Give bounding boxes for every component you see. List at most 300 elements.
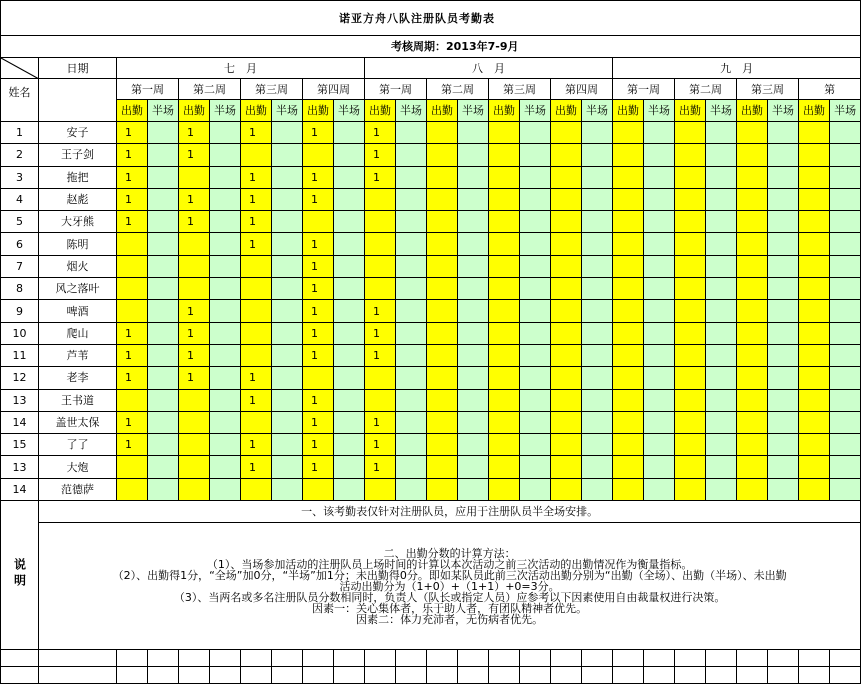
member-name[interactable]: 了了: [39, 434, 117, 456]
attendance-cell[interactable]: [675, 456, 706, 478]
attendance-cell[interactable]: [365, 233, 396, 255]
attendance-cell[interactable]: [241, 122, 272, 144]
attendance-cell[interactable]: [241, 322, 272, 344]
attendance-cell[interactable]: [210, 255, 241, 277]
attendance-cell[interactable]: [179, 122, 210, 144]
attendance-cell[interactable]: [675, 188, 706, 210]
attendance-cell[interactable]: [830, 188, 861, 210]
attendance-cell[interactable]: [706, 478, 737, 500]
attendance-cell[interactable]: [520, 211, 551, 233]
attendance-cell[interactable]: [706, 233, 737, 255]
attendance-cell[interactable]: [830, 211, 861, 233]
empty-cell[interactable]: [272, 667, 303, 684]
attendance-cell[interactable]: [737, 188, 768, 210]
empty-cell[interactable]: [489, 667, 520, 684]
attendance-cell[interactable]: [551, 389, 582, 411]
attendance-cell[interactable]: [551, 344, 582, 366]
empty-cell[interactable]: [210, 650, 241, 667]
member-name[interactable]: 大炮: [39, 456, 117, 478]
attendance-cell[interactable]: [768, 434, 799, 456]
attendance-cell[interactable]: [117, 367, 148, 389]
attendance-cell[interactable]: [582, 456, 613, 478]
attendance-cell[interactable]: [613, 434, 644, 456]
attendance-cell[interactable]: [799, 434, 830, 456]
attendance-cell[interactable]: [520, 278, 551, 300]
attendance-cell[interactable]: [551, 122, 582, 144]
attendance-cell[interactable]: [117, 278, 148, 300]
attendance-cell[interactable]: [830, 367, 861, 389]
attendance-cell[interactable]: [241, 434, 272, 456]
attendance-cell[interactable]: [551, 233, 582, 255]
attendance-cell[interactable]: [303, 188, 334, 210]
attendance-cell[interactable]: [334, 255, 365, 277]
empty-cell[interactable]: [241, 650, 272, 667]
empty-cell[interactable]: [458, 650, 489, 667]
attendance-cell[interactable]: [737, 344, 768, 366]
attendance-cell[interactable]: [799, 255, 830, 277]
attendance-cell[interactable]: [396, 211, 427, 233]
attendance-cell[interactable]: [675, 367, 706, 389]
attendance-cell[interactable]: [148, 478, 179, 500]
empty-cell[interactable]: [799, 667, 830, 684]
empty-cell[interactable]: [675, 667, 706, 684]
attendance-cell[interactable]: [148, 411, 179, 433]
member-name[interactable]: 大牙熊: [39, 211, 117, 233]
attendance-cell[interactable]: [334, 144, 365, 166]
empty-cell[interactable]: [427, 667, 458, 684]
attendance-cell[interactable]: [582, 478, 613, 500]
attendance-cell[interactable]: [737, 456, 768, 478]
attendance-cell[interactable]: [117, 255, 148, 277]
attendance-cell[interactable]: [210, 344, 241, 366]
attendance-cell[interactable]: [737, 322, 768, 344]
attendance-cell[interactable]: [272, 456, 303, 478]
attendance-cell[interactable]: [489, 122, 520, 144]
attendance-cell[interactable]: [737, 233, 768, 255]
attendance-cell[interactable]: [489, 367, 520, 389]
attendance-cell[interactable]: [644, 389, 675, 411]
attendance-cell[interactable]: [303, 344, 334, 366]
attendance-cell[interactable]: [613, 255, 644, 277]
attendance-cell[interactable]: [644, 188, 675, 210]
empty-cell[interactable]: [365, 650, 396, 667]
attendance-cell[interactable]: [334, 389, 365, 411]
empty-cell[interactable]: [644, 667, 675, 684]
attendance-cell[interactable]: [396, 300, 427, 322]
attendance-cell[interactable]: [706, 211, 737, 233]
attendance-cell[interactable]: [489, 211, 520, 233]
attendance-cell[interactable]: [675, 411, 706, 433]
attendance-cell[interactable]: [427, 211, 458, 233]
member-name[interactable]: 风之落叶: [39, 278, 117, 300]
attendance-cell[interactable]: [582, 255, 613, 277]
attendance-cell[interactable]: [551, 411, 582, 433]
member-name[interactable]: 拖把: [39, 166, 117, 188]
attendance-cell[interactable]: [644, 233, 675, 255]
attendance-cell[interactable]: [737, 255, 768, 277]
attendance-cell[interactable]: [489, 434, 520, 456]
empty-cell[interactable]: [117, 667, 148, 684]
attendance-cell[interactable]: [799, 344, 830, 366]
attendance-cell[interactable]: [520, 478, 551, 500]
attendance-cell[interactable]: [303, 322, 334, 344]
attendance-cell[interactable]: [365, 389, 396, 411]
attendance-cell[interactable]: [148, 211, 179, 233]
attendance-cell[interactable]: [241, 166, 272, 188]
row-number[interactable]: 7: [1, 255, 39, 277]
attendance-cell[interactable]: [675, 434, 706, 456]
attendance-cell[interactable]: [489, 344, 520, 366]
attendance-cell[interactable]: [551, 367, 582, 389]
empty-cell[interactable]: [148, 650, 179, 667]
attendance-cell[interactable]: [458, 322, 489, 344]
attendance-cell[interactable]: [489, 188, 520, 210]
empty-cell[interactable]: [830, 667, 861, 684]
attendance-cell[interactable]: [272, 122, 303, 144]
empty-cell[interactable]: [706, 667, 737, 684]
member-name[interactable]: 安子: [39, 122, 117, 144]
attendance-cell[interactable]: [303, 478, 334, 500]
row-number[interactable]: 13: [1, 389, 39, 411]
attendance-cell[interactable]: [334, 456, 365, 478]
attendance-cell[interactable]: [706, 122, 737, 144]
attendance-cell[interactable]: [210, 122, 241, 144]
attendance-cell[interactable]: [179, 411, 210, 433]
attendance-cell[interactable]: [117, 322, 148, 344]
attendance-cell[interactable]: [520, 456, 551, 478]
member-name[interactable]: 赵彪: [39, 188, 117, 210]
attendance-cell[interactable]: [334, 322, 365, 344]
attendance-cell[interactable]: [396, 188, 427, 210]
attendance-cell[interactable]: [613, 389, 644, 411]
attendance-cell[interactable]: [272, 367, 303, 389]
empty-cell[interactable]: [737, 667, 768, 684]
attendance-cell[interactable]: [396, 456, 427, 478]
member-name[interactable]: 盖世太保: [39, 411, 117, 433]
row-number[interactable]: 3: [1, 166, 39, 188]
attendance-cell[interactable]: [334, 166, 365, 188]
attendance-cell[interactable]: [706, 300, 737, 322]
attendance-cell[interactable]: [117, 233, 148, 255]
attendance-cell[interactable]: [365, 434, 396, 456]
attendance-cell[interactable]: [706, 411, 737, 433]
attendance-cell[interactable]: [675, 255, 706, 277]
attendance-cell[interactable]: [768, 389, 799, 411]
attendance-cell[interactable]: [365, 478, 396, 500]
empty-cell[interactable]: [334, 667, 365, 684]
empty-cell[interactable]: [1, 650, 39, 667]
row-number[interactable]: 2: [1, 144, 39, 166]
attendance-cell[interactable]: [427, 434, 458, 456]
attendance-cell[interactable]: [179, 389, 210, 411]
attendance-cell[interactable]: [396, 255, 427, 277]
member-name[interactable]: 啤酒: [39, 300, 117, 322]
attendance-cell[interactable]: [334, 478, 365, 500]
empty-cell[interactable]: [520, 650, 551, 667]
attendance-cell[interactable]: [179, 144, 210, 166]
attendance-cell[interactable]: [582, 434, 613, 456]
attendance-cell[interactable]: [737, 122, 768, 144]
attendance-cell[interactable]: [613, 166, 644, 188]
attendance-cell[interactable]: [458, 233, 489, 255]
attendance-cell[interactable]: [644, 255, 675, 277]
attendance-cell[interactable]: [241, 188, 272, 210]
attendance-cell[interactable]: [427, 322, 458, 344]
attendance-cell[interactable]: [520, 166, 551, 188]
attendance-cell[interactable]: [520, 411, 551, 433]
attendance-cell[interactable]: [334, 411, 365, 433]
attendance-cell[interactable]: [303, 211, 334, 233]
attendance-cell[interactable]: [148, 188, 179, 210]
attendance-cell[interactable]: [272, 434, 303, 456]
attendance-cell[interactable]: [396, 389, 427, 411]
attendance-cell[interactable]: [644, 278, 675, 300]
attendance-cell[interactable]: [799, 188, 830, 210]
empty-cell[interactable]: [148, 667, 179, 684]
attendance-cell[interactable]: [117, 456, 148, 478]
attendance-cell[interactable]: [365, 367, 396, 389]
attendance-cell[interactable]: [799, 389, 830, 411]
empty-cell[interactable]: [272, 650, 303, 667]
attendance-cell[interactable]: [427, 122, 458, 144]
attendance-cell[interactable]: [706, 456, 737, 478]
attendance-cell[interactable]: [272, 322, 303, 344]
attendance-cell[interactable]: [768, 344, 799, 366]
attendance-cell[interactable]: [737, 278, 768, 300]
attendance-cell[interactable]: [613, 144, 644, 166]
attendance-cell[interactable]: [179, 322, 210, 344]
row-number[interactable]: 12: [1, 367, 39, 389]
attendance-cell[interactable]: [303, 122, 334, 144]
attendance-cell[interactable]: [768, 411, 799, 433]
attendance-cell[interactable]: [272, 389, 303, 411]
attendance-cell[interactable]: [272, 255, 303, 277]
attendance-cell[interactable]: [613, 478, 644, 500]
attendance-cell[interactable]: [675, 300, 706, 322]
attendance-cell[interactable]: [303, 278, 334, 300]
attendance-cell[interactable]: [272, 278, 303, 300]
empty-cell[interactable]: [768, 650, 799, 667]
member-name[interactable]: 芦苇: [39, 344, 117, 366]
attendance-cell[interactable]: [210, 211, 241, 233]
attendance-cell[interactable]: [396, 411, 427, 433]
attendance-cell[interactable]: [396, 166, 427, 188]
attendance-cell[interactable]: [675, 278, 706, 300]
attendance-cell[interactable]: [458, 300, 489, 322]
attendance-cell[interactable]: [365, 344, 396, 366]
attendance-cell[interactable]: [117, 434, 148, 456]
attendance-cell[interactable]: [706, 166, 737, 188]
attendance-cell[interactable]: [458, 434, 489, 456]
attendance-cell[interactable]: [675, 322, 706, 344]
attendance-cell[interactable]: [303, 144, 334, 166]
attendance-cell[interactable]: [489, 255, 520, 277]
attendance-cell[interactable]: [799, 300, 830, 322]
attendance-cell[interactable]: [799, 411, 830, 433]
attendance-cell[interactable]: [179, 166, 210, 188]
attendance-cell[interactable]: [799, 278, 830, 300]
attendance-cell[interactable]: [427, 144, 458, 166]
attendance-cell[interactable]: [365, 166, 396, 188]
attendance-cell[interactable]: [613, 188, 644, 210]
attendance-cell[interactable]: [768, 456, 799, 478]
attendance-cell[interactable]: [365, 322, 396, 344]
attendance-cell[interactable]: [737, 144, 768, 166]
row-number[interactable]: 4: [1, 188, 39, 210]
row-number[interactable]: 10: [1, 322, 39, 344]
attendance-cell[interactable]: [644, 322, 675, 344]
attendance-cell[interactable]: [179, 478, 210, 500]
attendance-cell[interactable]: [675, 144, 706, 166]
attendance-cell[interactable]: [458, 255, 489, 277]
attendance-cell[interactable]: [272, 233, 303, 255]
attendance-cell[interactable]: [148, 144, 179, 166]
attendance-cell[interactable]: [830, 478, 861, 500]
empty-cell[interactable]: [830, 650, 861, 667]
attendance-cell[interactable]: [489, 478, 520, 500]
attendance-cell[interactable]: [458, 122, 489, 144]
attendance-cell[interactable]: [241, 411, 272, 433]
attendance-cell[interactable]: [830, 344, 861, 366]
member-name[interactable]: 烟火: [39, 255, 117, 277]
attendance-cell[interactable]: [179, 300, 210, 322]
attendance-cell[interactable]: [241, 211, 272, 233]
attendance-cell[interactable]: [768, 144, 799, 166]
attendance-cell[interactable]: [551, 300, 582, 322]
row-number[interactable]: 9: [1, 300, 39, 322]
attendance-cell[interactable]: [427, 411, 458, 433]
attendance-cell[interactable]: [644, 144, 675, 166]
attendance-cell[interactable]: [148, 434, 179, 456]
attendance-cell[interactable]: [458, 456, 489, 478]
attendance-cell[interactable]: [520, 188, 551, 210]
empty-cell[interactable]: [458, 667, 489, 684]
attendance-cell[interactable]: [117, 478, 148, 500]
attendance-cell[interactable]: [582, 144, 613, 166]
empty-cell[interactable]: [396, 667, 427, 684]
attendance-cell[interactable]: [799, 166, 830, 188]
attendance-cell[interactable]: [365, 278, 396, 300]
row-number[interactable]: 13: [1, 456, 39, 478]
empty-cell[interactable]: [768, 667, 799, 684]
attendance-cell[interactable]: [830, 122, 861, 144]
attendance-cell[interactable]: [117, 344, 148, 366]
attendance-cell[interactable]: [706, 144, 737, 166]
attendance-cell[interactable]: [737, 166, 768, 188]
attendance-cell[interactable]: [210, 322, 241, 344]
attendance-cell[interactable]: [489, 278, 520, 300]
empty-cell[interactable]: [117, 650, 148, 667]
attendance-cell[interactable]: [396, 434, 427, 456]
attendance-cell[interactable]: [303, 456, 334, 478]
attendance-cell[interactable]: [210, 278, 241, 300]
attendance-cell[interactable]: [830, 411, 861, 433]
attendance-cell[interactable]: [768, 322, 799, 344]
attendance-cell[interactable]: [613, 411, 644, 433]
attendance-cell[interactable]: [396, 322, 427, 344]
row-number[interactable]: 11: [1, 344, 39, 366]
attendance-cell[interactable]: [458, 389, 489, 411]
attendance-cell[interactable]: [334, 122, 365, 144]
attendance-cell[interactable]: [396, 367, 427, 389]
attendance-cell[interactable]: [148, 278, 179, 300]
attendance-cell[interactable]: [706, 322, 737, 344]
attendance-cell[interactable]: [365, 300, 396, 322]
member-name[interactable]: 陈明: [39, 233, 117, 255]
attendance-cell[interactable]: [179, 211, 210, 233]
attendance-cell[interactable]: [458, 166, 489, 188]
attendance-cell[interactable]: [427, 166, 458, 188]
empty-cell[interactable]: [334, 650, 365, 667]
attendance-cell[interactable]: [117, 144, 148, 166]
member-name[interactable]: 老李: [39, 367, 117, 389]
attendance-cell[interactable]: [148, 389, 179, 411]
attendance-cell[interactable]: [520, 300, 551, 322]
empty-cell[interactable]: [241, 667, 272, 684]
attendance-cell[interactable]: [613, 344, 644, 366]
attendance-cell[interactable]: [551, 434, 582, 456]
attendance-cell[interactable]: [582, 344, 613, 366]
attendance-cell[interactable]: [179, 233, 210, 255]
row-number[interactable]: 1: [1, 122, 39, 144]
attendance-cell[interactable]: [582, 278, 613, 300]
attendance-cell[interactable]: [737, 478, 768, 500]
attendance-cell[interactable]: [644, 300, 675, 322]
empty-cell[interactable]: [613, 667, 644, 684]
attendance-cell[interactable]: [179, 456, 210, 478]
attendance-cell[interactable]: [303, 233, 334, 255]
attendance-cell[interactable]: [396, 344, 427, 366]
attendance-cell[interactable]: [303, 367, 334, 389]
attendance-cell[interactable]: [613, 300, 644, 322]
empty-cell[interactable]: [365, 667, 396, 684]
attendance-cell[interactable]: [334, 344, 365, 366]
empty-cell[interactable]: [737, 650, 768, 667]
attendance-cell[interactable]: [737, 300, 768, 322]
attendance-cell[interactable]: [551, 255, 582, 277]
empty-cell[interactable]: [39, 667, 117, 684]
attendance-cell[interactable]: [272, 344, 303, 366]
attendance-cell[interactable]: [830, 233, 861, 255]
attendance-cell[interactable]: [303, 411, 334, 433]
row-number[interactable]: 14: [1, 411, 39, 433]
attendance-cell[interactable]: [303, 434, 334, 456]
attendance-cell[interactable]: [427, 255, 458, 277]
attendance-cell[interactable]: [241, 255, 272, 277]
attendance-cell[interactable]: [303, 255, 334, 277]
attendance-cell[interactable]: [644, 344, 675, 366]
attendance-cell[interactable]: [706, 434, 737, 456]
attendance-cell[interactable]: [582, 322, 613, 344]
attendance-cell[interactable]: [179, 278, 210, 300]
attendance-cell[interactable]: [148, 300, 179, 322]
attendance-cell[interactable]: [179, 434, 210, 456]
attendance-cell[interactable]: [210, 233, 241, 255]
attendance-cell[interactable]: [458, 278, 489, 300]
attendance-cell[interactable]: [241, 344, 272, 366]
row-number[interactable]: 6: [1, 233, 39, 255]
attendance-cell[interactable]: [117, 166, 148, 188]
attendance-cell[interactable]: [582, 188, 613, 210]
attendance-cell[interactable]: [489, 411, 520, 433]
attendance-cell[interactable]: [458, 478, 489, 500]
attendance-cell[interactable]: [551, 144, 582, 166]
attendance-cell[interactable]: [179, 367, 210, 389]
empty-cell[interactable]: [675, 650, 706, 667]
attendance-cell[interactable]: [365, 122, 396, 144]
attendance-cell[interactable]: [799, 211, 830, 233]
attendance-cell[interactable]: [551, 478, 582, 500]
